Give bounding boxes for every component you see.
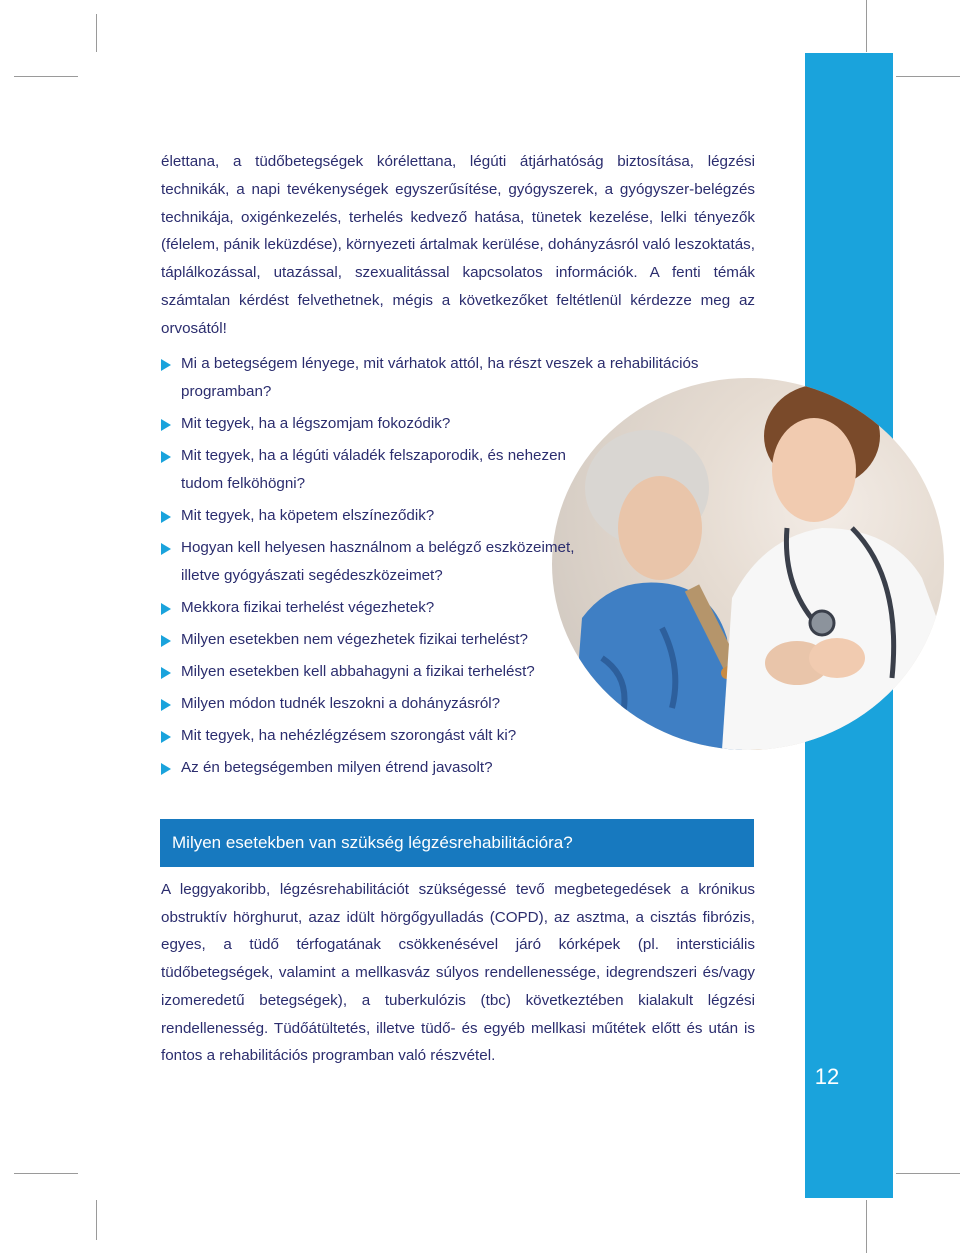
triangle-bullet-icon [161,635,171,647]
section-heading-text: Milyen esetekben van szükség légzésrehabilitációra? [172,833,573,852]
question-text: Milyen esetekben kell abbahagyni a fizikai terhelést? [181,663,535,680]
list-item [161,442,591,498]
list-item [161,690,591,718]
crop-mark [866,1200,867,1253]
triangle-bullet-icon [161,511,171,523]
triangle-bullet-icon [161,543,171,555]
question-text: Milyen módon tudnék leszokni a dohányzásról? [181,695,501,712]
question-text: Mit tegyek, ha nehézlégzésem szorongást vált ki? [181,727,517,744]
question-text: Az én betegségemben milyen étrend javasolt? [181,759,493,776]
list-item [161,626,591,654]
crop-mark [896,1173,960,1174]
question-text: Mit tegyek, ha a légúti váladék felszaporodik, és nehezen tudom felköhögni? [181,447,566,492]
question-text: Mit tegyek, ha a légszomjam fokozódik? [181,415,451,432]
triangle-bullet-icon [161,699,171,711]
crop-mark [866,0,867,52]
page-number: 12 [814,1064,840,1089]
section-heading [160,819,754,867]
question-text: Hogyan kell helyesen használnom a belégző eszközeimet, illetve gyógyászati segédeszközeimet? [181,539,575,584]
crop-mark [14,76,78,77]
list-item [161,754,591,782]
question-text: Mekkora fizikai terhelést végezhetek? [181,599,435,616]
triangle-bullet-icon [161,667,171,679]
triangle-bullet-icon [161,603,171,615]
list-item [161,502,591,530]
triangle-bullet-icon [161,419,171,431]
crop-mark [96,14,97,52]
triangle-bullet-icon [161,731,171,743]
triangle-bullet-icon [161,451,171,463]
list-item [161,350,711,406]
crop-mark [896,76,960,77]
crop-mark [96,1200,97,1240]
list-item [161,410,591,438]
question-text: Milyen esetekben nem végezhetek fizikai terhelést? [181,631,528,648]
intro-paragraph: élettana, a tüdőbetegségek kórélettana, légúti átjárhatóság biztosítása, légzési technikák, a napi tevékenységek egyszerűsítése, gyógyszerek, a gyógyszer-belégzés technikája, oxigénkezelés, terhelés kedvező hatása, tünetek kezelése, lelki tényezők (félelem, pánik leküzdése), környezeti ártalmak kerülése, dohányzásról való leszoktatás, táplálkozással, utazással, szexualitással kapcsolatos információk. A fenti témák számtalan kérdést felvethetnek, mégis a következőket feltétlenül kérdezze meg az orvosától! [161,153,755,337]
nurse-patient-illustration [552,378,944,750]
triangle-bullet-icon [161,359,171,371]
question-text: Mi a betegségem lényege, mit várhatok attól, ha részt veszek a rehabilitációs programban? [181,355,699,400]
crop-mark [14,1173,78,1174]
list-item [161,658,591,686]
list-item [161,534,591,590]
list-item [161,594,591,622]
question-list [161,350,699,786]
question-text: Mit tegyek, ha köpetem elszíneződik? [181,507,435,524]
list-item [161,722,591,750]
triangle-bullet-icon [161,763,171,775]
section-body-paragraph: A leggyakoribb, légzésrehabilitációt szükségessé tevő megbetegedések a krónikus obstruktív hörghurut, azaz idült hörgőgyulladás (COPD), az asztma, a cisztás fibrózis, egyes, a tüdő térfogatának csökkenésével járó kórképek (pl. intersticiális tüdőbetegségek, valamint a mellkasváz súlyos rendellenessége, idegrendszeri és/vagy izomeredetű betegségek), a tuberkulózis (tbc) következtében kialakult légzési rendellenesség. Tüdőátültetés, illetve tüdő- és egyéb mellkasi műtétek előtt és után is fontos a rehabilitációs programban való részvétel. [161,881,755,1065]
nurse-patient-photo [552,378,944,750]
